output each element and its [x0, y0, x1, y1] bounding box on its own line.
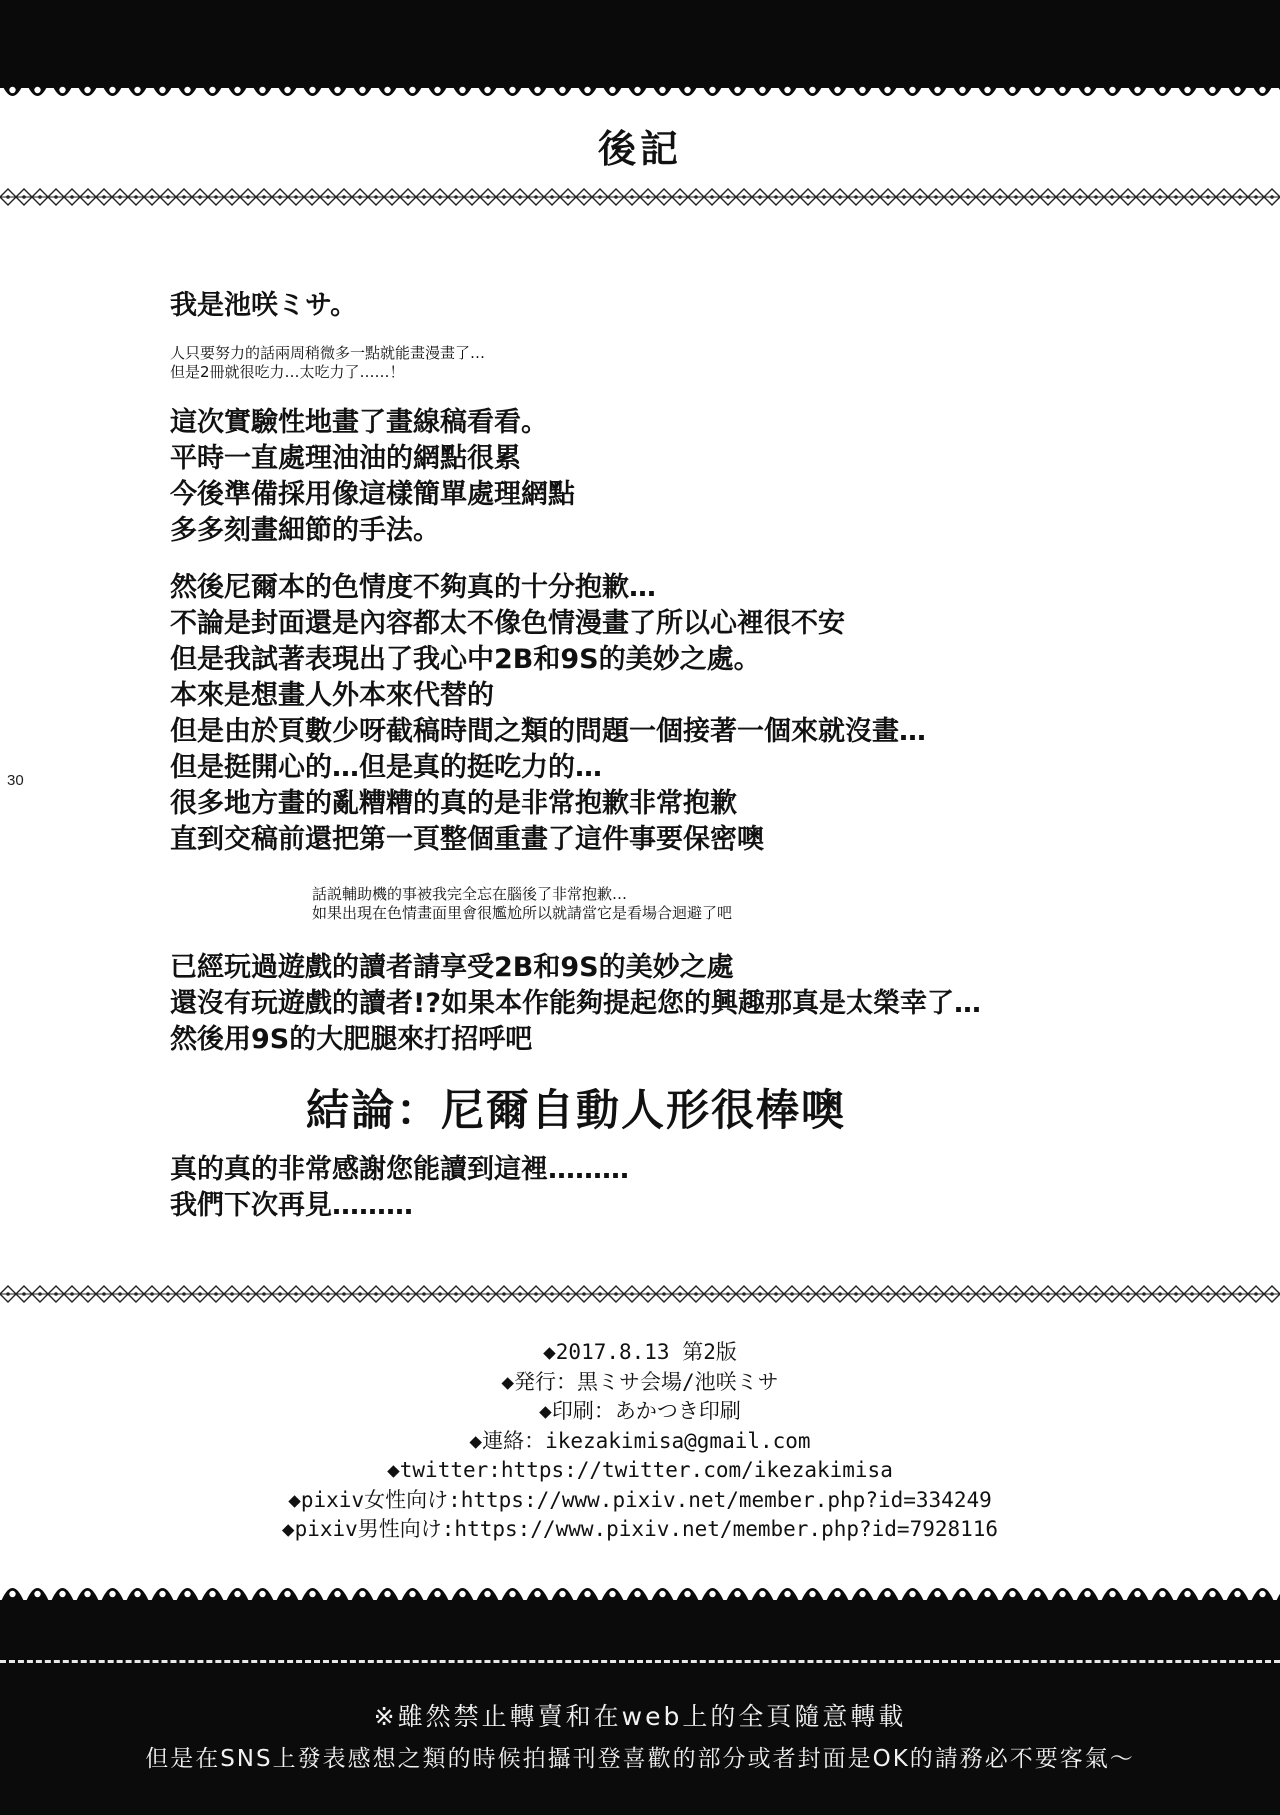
note-line: 人只要努力的話兩周稍微多一點就能畫漫畫了…: [170, 344, 486, 362]
top-decorative-band: [0, 0, 1280, 88]
text-line: 還沒有玩遊戲的讀者!?如果本作能夠提起您的興趣那真是太榮幸了…: [170, 988, 981, 1019]
paragraph-2: [170, 570, 926, 858]
note-block-1: [170, 344, 485, 382]
note-line: 但是2冊就很吃力…太吃力了……！: [170, 363, 405, 381]
note-block-2: [312, 885, 732, 923]
lace-divider-top: [0, 185, 1280, 209]
notice-line: ※雖然禁止轉賣和在web上的全頁隨意轉載: [373, 1702, 907, 1731]
lace-divider-bottom: [0, 1282, 1280, 1306]
text-line: 已經玩過遊戲的讀者請享受2B和9S的美妙之處: [170, 952, 734, 983]
note-line: 如果出現在色情畫面里會很尷尬所以就請當它是看場合迴避了吧: [312, 904, 733, 922]
text-line: 平時一直處理油油的網點很累: [170, 443, 521, 474]
page-title: 後記: [597, 127, 682, 171]
note-line: 話説輔助機的事被我完全忘在腦後了非常抱歉…: [312, 885, 628, 903]
paragraph-3: [170, 950, 981, 1058]
page-number: 30: [7, 772, 24, 789]
text-line: 真的真的非常感謝您能讀到這裡………: [170, 1154, 629, 1185]
colophon-edition: ◆2017.8.13 第2版: [543, 1340, 737, 1364]
colophon: [0, 1338, 1280, 1545]
text-line: 不論是封面還是內容都太不像色情漫畫了所以心裡很不安: [170, 608, 845, 639]
text-line: 很多地方畫的亂糟糟的真的是非常抱歉非常抱歉: [170, 788, 737, 819]
colophon-printer: ◆印刷：あかつき印刷: [539, 1399, 741, 1423]
text-line: 但是挺開心的…但是真的挺吃力的…: [170, 752, 602, 783]
closing-paragraph: [170, 1152, 629, 1224]
dashed-divider: [0, 1660, 1280, 1663]
paragraph-1: [170, 405, 575, 549]
bottom-notice-band: [0, 1600, 1280, 1815]
colophon-twitter: ◆twitter:https://twitter.com/ikezakimisa: [387, 1458, 893, 1482]
text-line: 然後用9S的大肥腿來打招呼吧: [170, 1024, 533, 1055]
intro-line: 我是池咲ミサ。: [170, 290, 358, 321]
notice-line: 但是在SNS上發表感想之類的時候拍攝刊登喜歡的部分或者封面是OK的請務必不要客氣～: [145, 1746, 1135, 1772]
colophon-contact: ◆連絡：ikezakimisa@gmail.com: [469, 1428, 811, 1453]
text-line: 我們下次再見………: [170, 1190, 413, 1221]
top-scallop-border: [0, 80, 1280, 106]
text-line: 今後準備採用像這樣簡單處理網點: [170, 479, 575, 510]
colophon-pixiv-male: ◆pixiv男性向け:https://www.pixiv.net/member.php?id=7928116: [281, 1517, 999, 1541]
text-line: 多多刻畫細節的手法。: [170, 515, 440, 546]
text-line: 但是我試著表現出了我心中2B和9S的美妙之處。: [170, 644, 761, 675]
text-line: 但是由於頁數少呀截稿時間之類的問題一個接著一個來就沒畫…: [170, 716, 926, 747]
colophon-pixiv-female: ◆pixiv女性向け:https://www.pixiv.net/member.php?id=334249: [288, 1487, 992, 1512]
text-line: 這次實驗性地畫了畫線稿看看。: [170, 407, 548, 438]
colophon-publisher: ◆発行：黒ミサ会場/池咲ミサ: [501, 1369, 779, 1394]
text-line: 然後尼爾本的色情度不夠真的十分抱歉…: [170, 572, 656, 603]
text-line: 直到交稿前還把第一頁整個重畫了這件事要保密噢: [170, 824, 764, 855]
conclusion-heading: 結論：尼爾自動人形很棒噢: [306, 1086, 846, 1136]
text-line: 本來是想畫人外本來代替的: [170, 680, 494, 711]
